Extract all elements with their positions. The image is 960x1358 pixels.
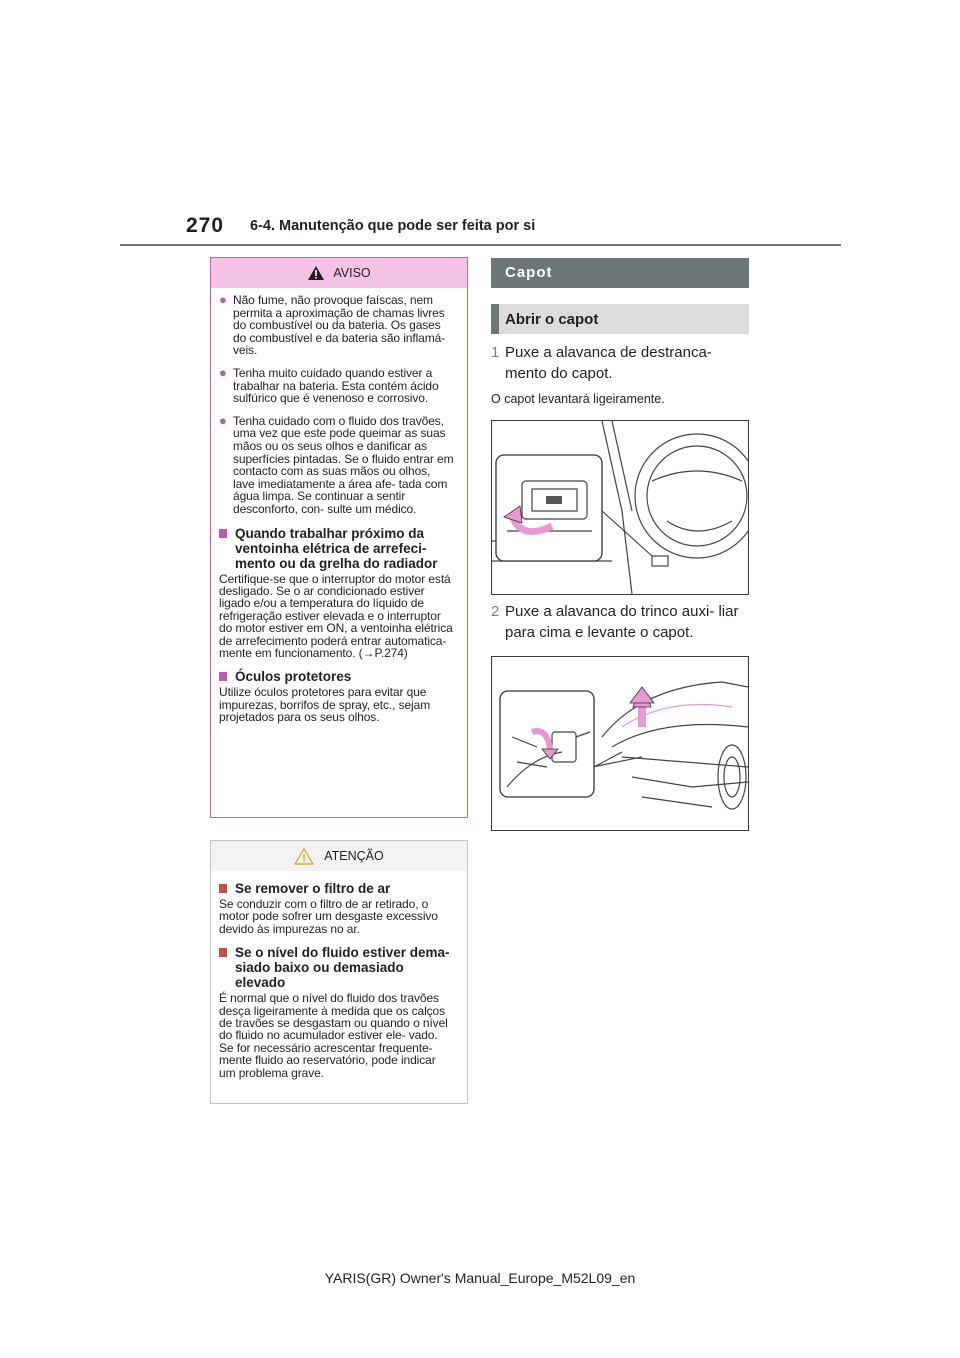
step-1-note: O capot levantará ligeiramente. <box>491 392 665 406</box>
step-number: 1 <box>491 344 500 361</box>
caution-subsection-text: É normal que o nível do fluido dos travões desça ligeiramente à medida que os calços de travões se desgastam ou quando o nível do fluido no acumulador estiver ele- vado. Se for necessário acrescentar frequente- mente fluido ao reservatório, pode indicar um problema grave. <box>219 991 448 1080</box>
warning-subsection-title: Quando trabalhar próximo da ventoinha elétrica de arrefeci- mento ou da grelha do radiador <box>219 526 455 571</box>
subsection-title-bar <box>491 304 749 334</box>
warning-box <box>210 257 468 818</box>
warning-bullet: ● Tenha muito cuidado quando estiver a trabalhar na bateria. Esta contém ácido sulfúrico que é venenoso e corrosivo. <box>219 364 439 406</box>
page-footer: YARIS(GR) Owner's Manual_Europe_M52L09_en <box>324 1270 636 1286</box>
subsection-title: Abrir o capot <box>505 310 599 328</box>
subsection-accent <box>491 304 499 334</box>
step-text: Puxe a alavanca de destranca- mento do capot. <box>505 344 712 382</box>
warning-subsection-text: Certifique-se que o interruptor do motor está desligado. Se o ar condicionado estiver ligado e/ou a temperatura do líquido de refrigeração estiver elevada e o interruptor do motor estiver em ON, a ventoinha elétrica de arrefecimento poderá entrar automatica- mente em funcionamento. (→P.274) <box>219 571 453 660</box>
hood-lift-illustration <box>491 656 749 831</box>
caution-title: ATENÇÃO <box>324 849 384 863</box>
step-number: 2 <box>491 603 500 620</box>
caution-subsection-title: Se o nível do fluido estiver dema- siado baixo ou demasiado elevado <box>219 945 455 990</box>
hood-release-lever-illustration <box>491 420 749 595</box>
warning-subsection-title: Óculos protetores <box>219 669 455 684</box>
square-bullet-icon <box>219 884 231 894</box>
warning-triangle-icon <box>307 265 325 281</box>
caution-subsection-text: Se conduzir com o filtro de ar retirado, o motor pode sofrer um desgaste excessivo devido às impurezas no ar. <box>219 897 438 936</box>
warning-bullet: ● Tenha cuidado com o fluido dos travões, uma vez que este pode queimar as suas mãos ou os seus olhos e danificar as superfícies pintadas. Se o fluido entrar em contacto com as suas mãos ou olhos, lave imediatamente a área afe- tada com água limpa. Se continuar a sentir desconforto, con- sulte um médico. <box>219 412 454 516</box>
bullet-dot-icon: ● <box>219 292 227 307</box>
step-2 <box>491 601 751 643</box>
bullet-dot-icon: ● <box>219 412 227 428</box>
square-bullet-icon <box>219 672 231 682</box>
square-bullet-icon <box>219 529 231 539</box>
warning-subsection-text: Utilize óculos protetores para evitar que impurezas, borrifos de spray, etc., sejam projetados para os seus olhos. <box>219 685 431 725</box>
caution-box <box>210 840 468 1104</box>
warning-title: AVISO <box>333 266 371 280</box>
caution-subsection-title: Se remover o filtro de ar <box>219 881 455 896</box>
step-1 <box>491 342 751 384</box>
step-text: Puxe a alavanca do trinco auxi- liar para cima e levante o capot. <box>505 603 739 641</box>
warning-bullet: ● Não fume, não provoque faíscas, nem permita a aproximação de chamas livres do combustível ou da bateria. Os gases do combustível e da bateria são inflamá- veis. <box>219 292 446 358</box>
section-title-bar: Capot <box>491 258 749 288</box>
square-bullet-icon <box>219 948 231 958</box>
caution-header <box>211 841 467 871</box>
chapter-title: 6-4. Manutenção que pode ser feita por si <box>250 218 536 234</box>
bullet-dot-icon: ● <box>219 364 227 380</box>
caution-triangle-icon <box>294 848 314 865</box>
warning-header <box>211 258 467 288</box>
header-rule <box>120 244 841 246</box>
page-number: 270 <box>186 214 225 237</box>
